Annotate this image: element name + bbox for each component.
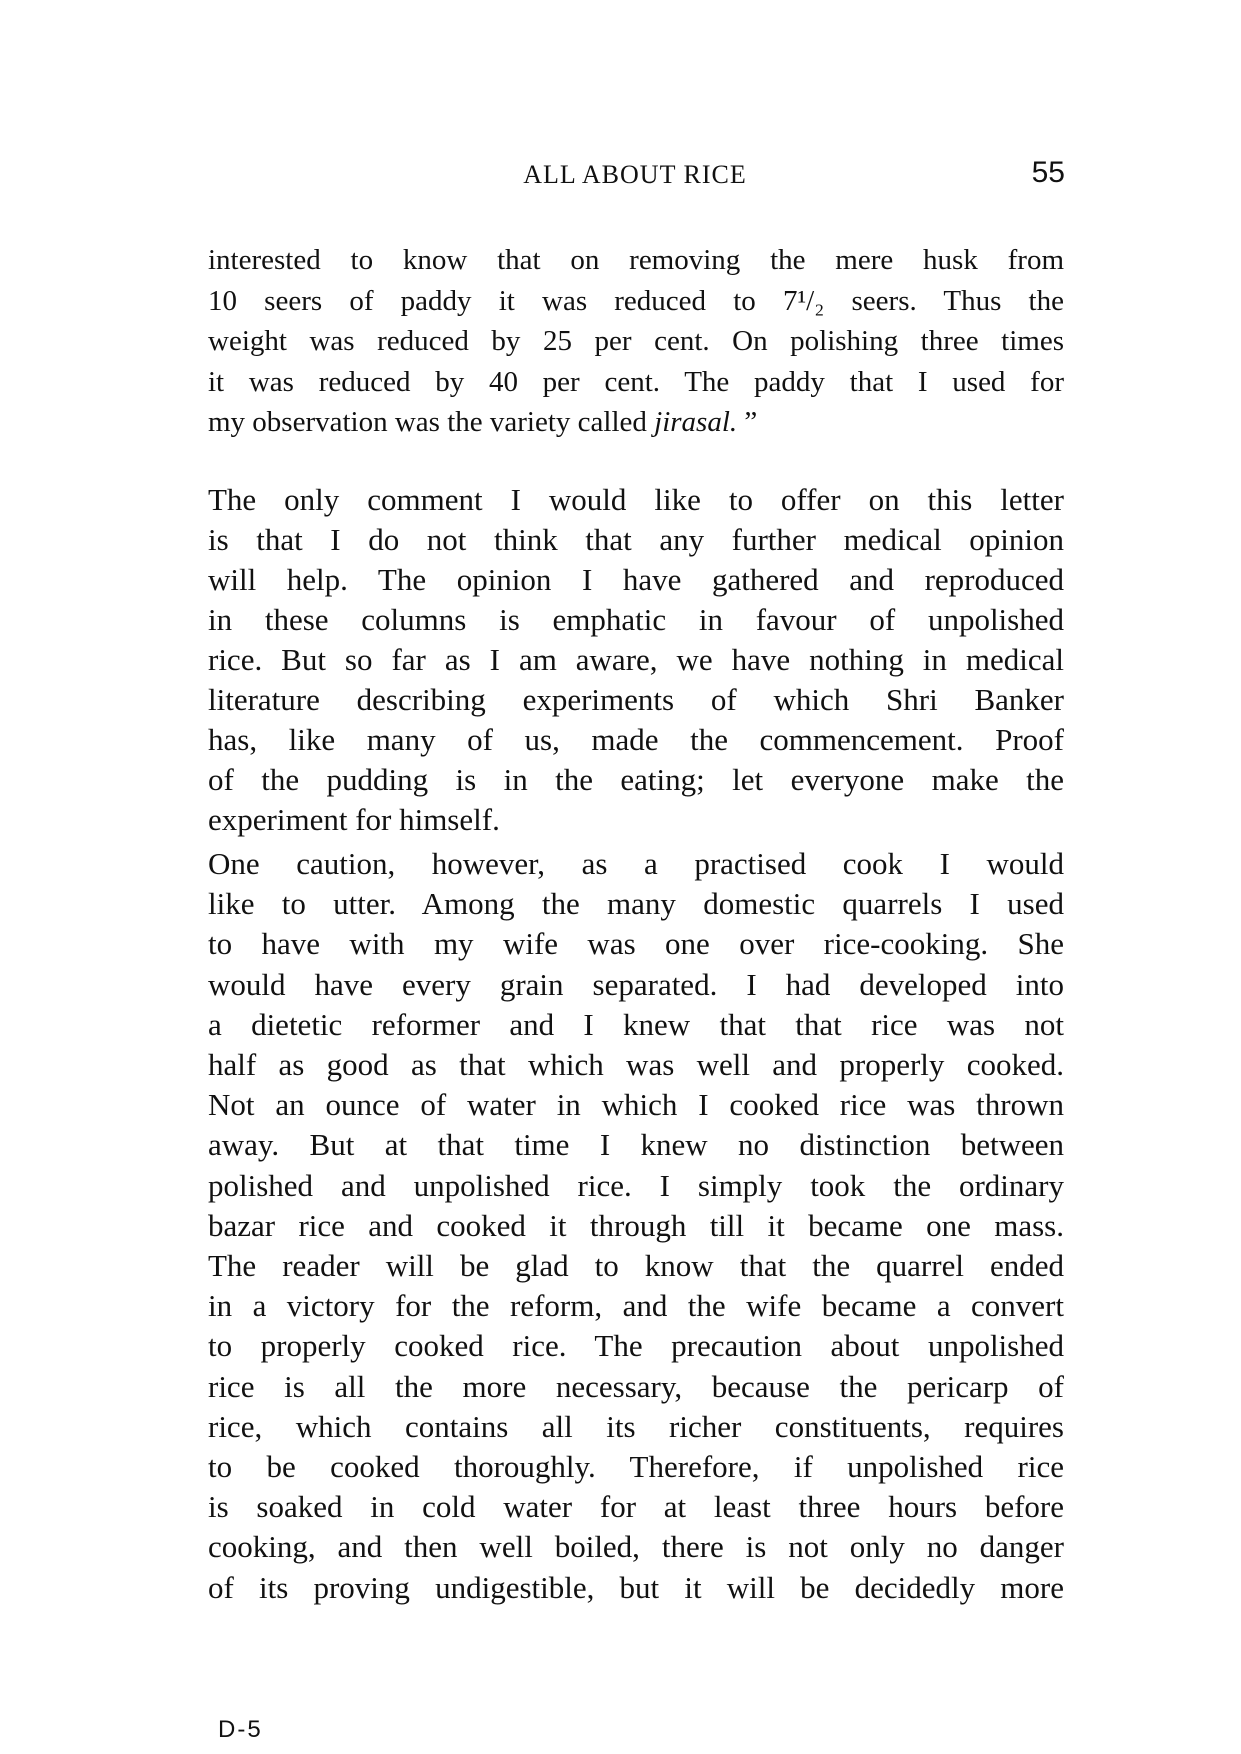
text-line: it was reduced by 40 per cent. The paddy that I used for bbox=[208, 365, 1064, 398]
page-header bbox=[205, 156, 1065, 206]
page-number: 55 bbox=[1031, 156, 1065, 189]
text-line: half as good as that which was well and properly cooked. bbox=[208, 1047, 1064, 1083]
text-line: experiment for himself. bbox=[208, 802, 500, 837]
closing-quote: ” bbox=[737, 406, 758, 438]
text-line: of its proving undigestible, but it will be decidedly more bbox=[208, 1569, 1064, 1605]
text-line: 10 seers of paddy it was reduced to 7¹/₂ seers. Thus the bbox=[208, 284, 1064, 317]
text-line: The only comment I would like to offer on this letter bbox=[208, 482, 1064, 517]
text-line: would have every grain separated. I had developed into bbox=[208, 966, 1064, 1002]
paragraph-caution bbox=[208, 844, 1064, 1608]
text-line: bazar rice and cooked it through till it became one mass. bbox=[208, 1207, 1064, 1243]
text-line: has, like many of us, made the commencement. Proof bbox=[208, 722, 1064, 757]
text-line: in these columns is emphatic in favour of unpolished bbox=[208, 602, 1064, 637]
text-line: polished and unpolished rice. I simply took the ordinary bbox=[208, 1167, 1064, 1203]
text-line: to properly cooked rice. The precaution about unpolished bbox=[208, 1328, 1064, 1364]
text-line: a dietetic reformer and I knew that that rice was not bbox=[208, 1006, 1064, 1042]
text-line: like to utter. Among the many domestic quarrels I used bbox=[208, 886, 1064, 922]
text-line: weight was reduced by 25 per cent. On polishing three times bbox=[208, 325, 1064, 357]
text-line: rice is all the more necessary, because the pericarp of bbox=[208, 1368, 1064, 1404]
running-title: ALL ABOUT RICE bbox=[523, 160, 747, 189]
text-line: to be cooked thoroughly. Therefore, if unpolished rice bbox=[208, 1449, 1064, 1485]
text-line: of the pudding is in the eating; let everyone make the bbox=[208, 762, 1064, 797]
text-line: away. But at that time I knew no distinction between bbox=[208, 1127, 1064, 1163]
text-line: literature describing experiments of which Shri Banker bbox=[208, 682, 1064, 717]
text-line: cooking, and then well boiled, there is not only no danger bbox=[208, 1529, 1064, 1565]
text-line: interested to know that on removing the mere husk from bbox=[208, 244, 1064, 276]
text-line: will help. The opinion I have gathered and reproduced bbox=[208, 562, 1064, 597]
text-line: rice, which contains all its richer constituents, requires bbox=[208, 1408, 1064, 1444]
text-line: Not an ounce of water in which I cooked rice was thrown bbox=[208, 1087, 1064, 1123]
text-line bbox=[208, 402, 1064, 443]
signature-mark: D-5 bbox=[218, 1716, 263, 1743]
text-line: is soaked in cold water for at least three hours before bbox=[208, 1489, 1064, 1525]
text-line: is that I do not think that any further medical opinion bbox=[208, 522, 1064, 557]
text-line: One caution, however, as a practised cook I would bbox=[208, 846, 1064, 881]
text-fragment: my observation was the variety called bbox=[208, 406, 647, 438]
variety-name: jirasal. bbox=[654, 406, 738, 438]
quoted-letter-ending bbox=[208, 240, 1064, 443]
text-line: in a victory for the reform, and the wife became a convert bbox=[208, 1288, 1064, 1324]
paragraph-comment bbox=[208, 480, 1064, 840]
text-line: The reader will be glad to know that the quarrel ended bbox=[208, 1248, 1064, 1284]
text-line: to have with my wife was one over rice-cooking. She bbox=[208, 926, 1064, 962]
text-line: rice. But so far as I am aware, we have nothing in medical bbox=[208, 642, 1064, 677]
